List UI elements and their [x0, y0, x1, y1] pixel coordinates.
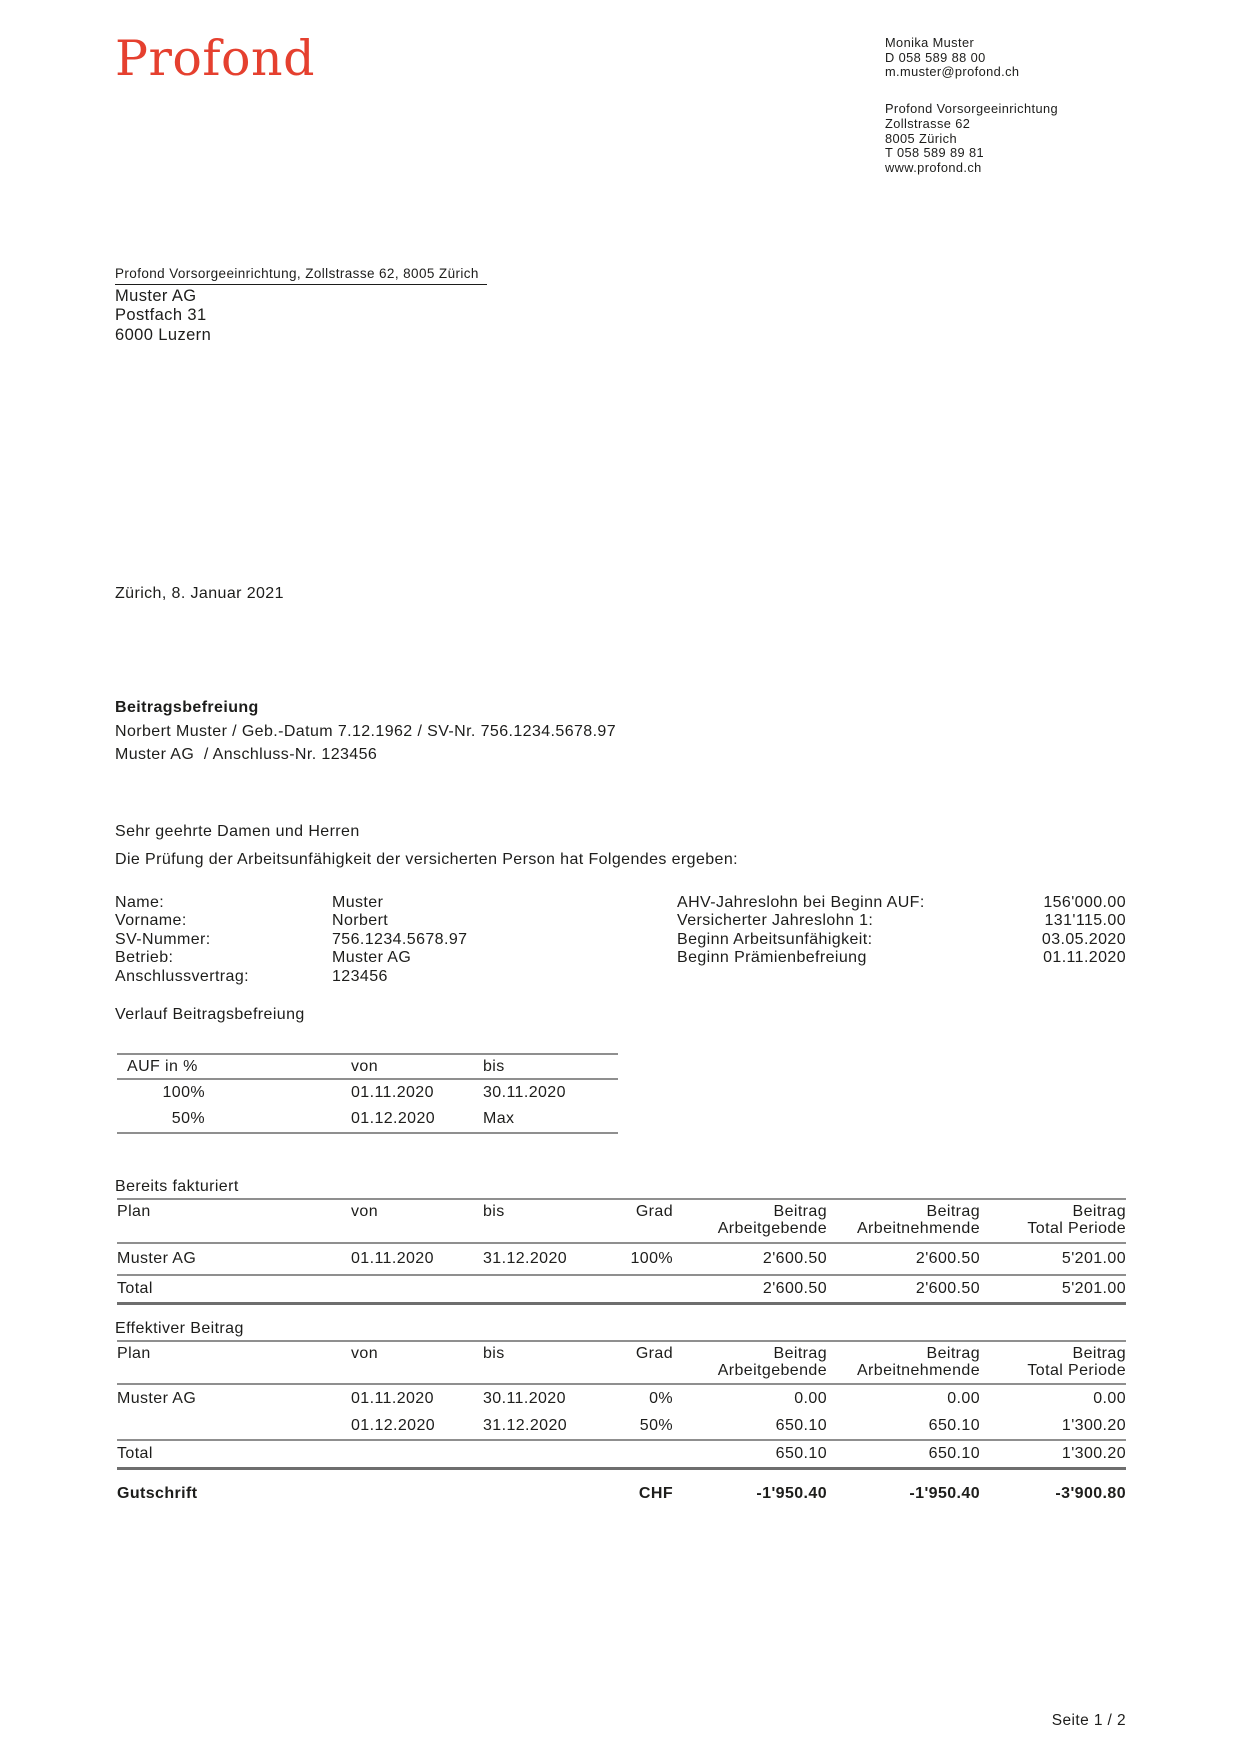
- detail-row: [677, 949, 1126, 967]
- cell-total: 1'300.20: [1061, 1416, 1126, 1434]
- cell-von: 01.11.2020: [351, 1389, 434, 1407]
- cell-total: 5'201.00: [1061, 1280, 1126, 1297]
- salary-details: [677, 894, 1126, 968]
- subject-person-line: Norbert Muster / Geb.-Datum 7.12.1962 / SV-Nr. 756.1234.5678.97: [115, 722, 617, 740]
- col-bis: bis: [483, 1203, 505, 1220]
- recipient-name: Muster AG: [115, 287, 197, 305]
- verlauf-von: 01.11.2020: [351, 1084, 434, 1101]
- detail-label: Beginn Arbeitsunfähigkeit:: [677, 930, 873, 948]
- verlauf-header-row: [117, 1055, 618, 1080]
- cell-bis: 31.12.2020: [483, 1416, 568, 1434]
- total-label: Total: [117, 1445, 153, 1462]
- cell-plan: Muster AG: [117, 1250, 197, 1267]
- date-line: Zürich, 8. Januar 2021: [115, 585, 284, 602]
- col-line: Arbeitnehmende: [856, 1220, 980, 1237]
- table-row: [117, 1412, 1126, 1439]
- col-line: Arbeitnehmende: [856, 1362, 980, 1379]
- detail-value: 756.1234.5678.97: [332, 930, 468, 948]
- contact-company-name: Profond Vorsorgeeinrichtung: [885, 101, 1058, 117]
- col-line: Arbeitgebende: [717, 1220, 827, 1237]
- verlauf-auf: 100%: [162, 1084, 205, 1101]
- intro-line: Die Prüfung der Arbeitsunfähigkeit der versicherten Person hat Folgendes ergeben:: [115, 851, 738, 868]
- credit-currency: CHF: [638, 1485, 673, 1502]
- col-line: Arbeitgebende: [717, 1362, 827, 1379]
- verlauf-bis: Max: [483, 1110, 515, 1127]
- page-number: Seite 1 / 2: [1051, 1712, 1126, 1729]
- contact-person-name: Monika Muster: [885, 35, 975, 50]
- contact-company-website: www.profond.ch: [885, 159, 982, 175]
- cell-employee: 2'600.50: [915, 1250, 980, 1267]
- subject-title: Beitragsbefreiung: [115, 699, 259, 716]
- verlauf-table: [117, 1053, 618, 1134]
- verlauf-auf: 50%: [171, 1110, 205, 1127]
- person-details: [115, 894, 467, 986]
- cell-total: 5'201.00: [1061, 1250, 1126, 1267]
- invoiced-rows: [117, 1244, 1126, 1276]
- detail-value: Muster AG: [332, 949, 412, 967]
- cell-employee: 2'600.50: [915, 1280, 980, 1297]
- invoiced-table: [117, 1198, 1126, 1305]
- cell-grad: 100%: [630, 1250, 673, 1267]
- contact-block: [885, 36, 1058, 176]
- credit-employer: -1'950.40: [756, 1485, 827, 1502]
- table-row: [117, 1080, 618, 1106]
- invoiced-total-row: [117, 1276, 1126, 1305]
- detail-label: Betrieb:: [115, 949, 174, 967]
- cell-employer: 650.10: [775, 1416, 827, 1434]
- cell-employee: 0.00: [947, 1389, 980, 1407]
- effective-total-row: [117, 1441, 1126, 1470]
- col-beitrag-arbeitnehmende: [827, 1345, 980, 1379]
- col-beitrag-arbeitnehmende: [827, 1203, 980, 1237]
- detail-row: [115, 912, 467, 930]
- verlauf-title: Verlauf Beitragsbefreiung: [115, 1006, 305, 1023]
- col-line: Beitrag: [926, 1345, 980, 1362]
- verlauf-rows: [117, 1080, 618, 1134]
- col-beitrag-arbeitgebende: [673, 1345, 827, 1379]
- contact-company-street: Zollstrasse 62: [885, 115, 971, 131]
- profond-logo: Profond: [115, 30, 315, 87]
- recipient-address: [115, 287, 211, 345]
- contact-company-city: 8005 Zürich: [885, 130, 957, 146]
- col-von: von: [351, 1203, 378, 1220]
- verlauf-bis: 30.11.2020: [483, 1084, 566, 1101]
- col-grad: Grad: [635, 1345, 673, 1362]
- col-line: Beitrag: [773, 1203, 827, 1220]
- credit-total: -3'900.80: [1055, 1485, 1126, 1502]
- detail-value: 03.05.2020: [1041, 930, 1126, 948]
- detail-value: 131'115.00: [1044, 912, 1126, 930]
- credit-row: [117, 1484, 1126, 1504]
- subject-block: [115, 696, 616, 767]
- credit-label: Gutschrift: [117, 1485, 198, 1502]
- salutation: Sehr geehrte Damen und Herren: [115, 823, 360, 840]
- col-line: Total Periode: [1027, 1220, 1126, 1237]
- col-line: Beitrag: [1072, 1345, 1126, 1362]
- detail-label: Beginn Prämienbefreiung: [677, 949, 867, 967]
- detail-row: [677, 894, 1126, 912]
- cell-bis: 31.12.2020: [483, 1250, 568, 1267]
- cell-employee: 650.10: [928, 1416, 980, 1434]
- col-von: von: [351, 1345, 378, 1362]
- col-plan: Plan: [117, 1345, 151, 1362]
- total-label: Total: [117, 1280, 153, 1297]
- detail-label: Anschlussvertrag:: [115, 967, 249, 985]
- effective-rows: [117, 1385, 1126, 1441]
- col-grad: Grad: [635, 1203, 673, 1220]
- detail-label: Vorname:: [115, 912, 187, 930]
- verlauf-von: 01.12.2020: [351, 1110, 436, 1127]
- detail-row: [115, 968, 467, 986]
- detail-label: AHV-Jahreslohn bei Beginn AUF:: [677, 894, 925, 911]
- detail-label: Name:: [115, 894, 165, 911]
- col-line: Beitrag: [1072, 1203, 1126, 1220]
- cell-von: 01.12.2020: [351, 1416, 436, 1434]
- recipient-pobox: Postfach 31: [115, 306, 207, 325]
- col-bis: bis: [483, 1345, 505, 1362]
- detail-value: Muster: [332, 894, 384, 911]
- detail-label: Versicherter Jahreslohn 1:: [677, 912, 874, 930]
- cell-von: 01.11.2020: [351, 1250, 434, 1267]
- table-header-row: [117, 1342, 1126, 1385]
- detail-row: [677, 931, 1126, 949]
- contact-person-phone: D 058 589 88 00: [885, 49, 986, 65]
- sender-line: Profond Vorsorgeeinrichtung, Zollstrasse 62, 8005 Zürich: [115, 266, 487, 285]
- table-row: [117, 1385, 1126, 1412]
- detail-value: 01.11.2020: [1043, 949, 1126, 967]
- table-row: [117, 1244, 1126, 1274]
- contact-company-block: [885, 102, 1058, 176]
- col-line: Total Periode: [1027, 1362, 1126, 1379]
- detail-row: [115, 894, 467, 912]
- detail-value: 123456: [332, 967, 388, 985]
- verlauf-header-bis: bis: [483, 1057, 505, 1075]
- cell-employer: 0.00: [794, 1389, 827, 1407]
- col-beitrag-total-periode: [980, 1203, 1126, 1237]
- cell-bis: 30.11.2020: [483, 1389, 566, 1407]
- verlauf-header-von: von: [351, 1057, 378, 1075]
- recipient-city: 6000 Luzern: [115, 325, 212, 344]
- cell-plan: Muster AG: [117, 1389, 197, 1407]
- cell-employer: 650.10: [775, 1445, 827, 1462]
- table-row: [117, 1106, 618, 1132]
- cell-employer: 2'600.50: [762, 1280, 827, 1297]
- effective-title: Effektiver Beitrag: [115, 1320, 244, 1337]
- detail-label: SV-Nummer:: [115, 930, 211, 948]
- cell-total: 1'300.20: [1061, 1445, 1126, 1462]
- col-beitrag-arbeitgebende: [673, 1203, 827, 1237]
- cell-employer: 2'600.50: [762, 1250, 827, 1267]
- detail-row: [115, 931, 467, 949]
- contact-person-block: [885, 36, 1058, 80]
- subject-company-line: Muster AG / Anschluss-Nr. 123456: [115, 746, 378, 763]
- table-header-row: [117, 1200, 1126, 1244]
- invoiced-title: Bereits fakturiert: [115, 1178, 239, 1195]
- cell-grad: 50%: [639, 1416, 673, 1434]
- contact-company-phone: T 058 589 89 81: [885, 145, 984, 161]
- detail-value: 156'000.00: [1043, 894, 1126, 911]
- col-plan: Plan: [117, 1203, 151, 1220]
- detail-value: Norbert: [332, 912, 389, 930]
- cell-total: 0.00: [1093, 1389, 1126, 1407]
- detail-row: [677, 912, 1126, 930]
- col-line: Beitrag: [773, 1345, 827, 1362]
- credit-employee: -1'950.40: [909, 1485, 980, 1502]
- cell-employee: 650.10: [928, 1445, 980, 1462]
- effective-table: [117, 1340, 1126, 1470]
- col-line: Beitrag: [926, 1203, 980, 1220]
- contact-person-email: m.muster@profond.ch: [885, 64, 1020, 80]
- verlauf-header-auf: AUF in %: [127, 1057, 198, 1075]
- cell-grad: 0%: [649, 1389, 673, 1407]
- detail-row: [115, 949, 467, 967]
- col-beitrag-total-periode: [980, 1345, 1126, 1379]
